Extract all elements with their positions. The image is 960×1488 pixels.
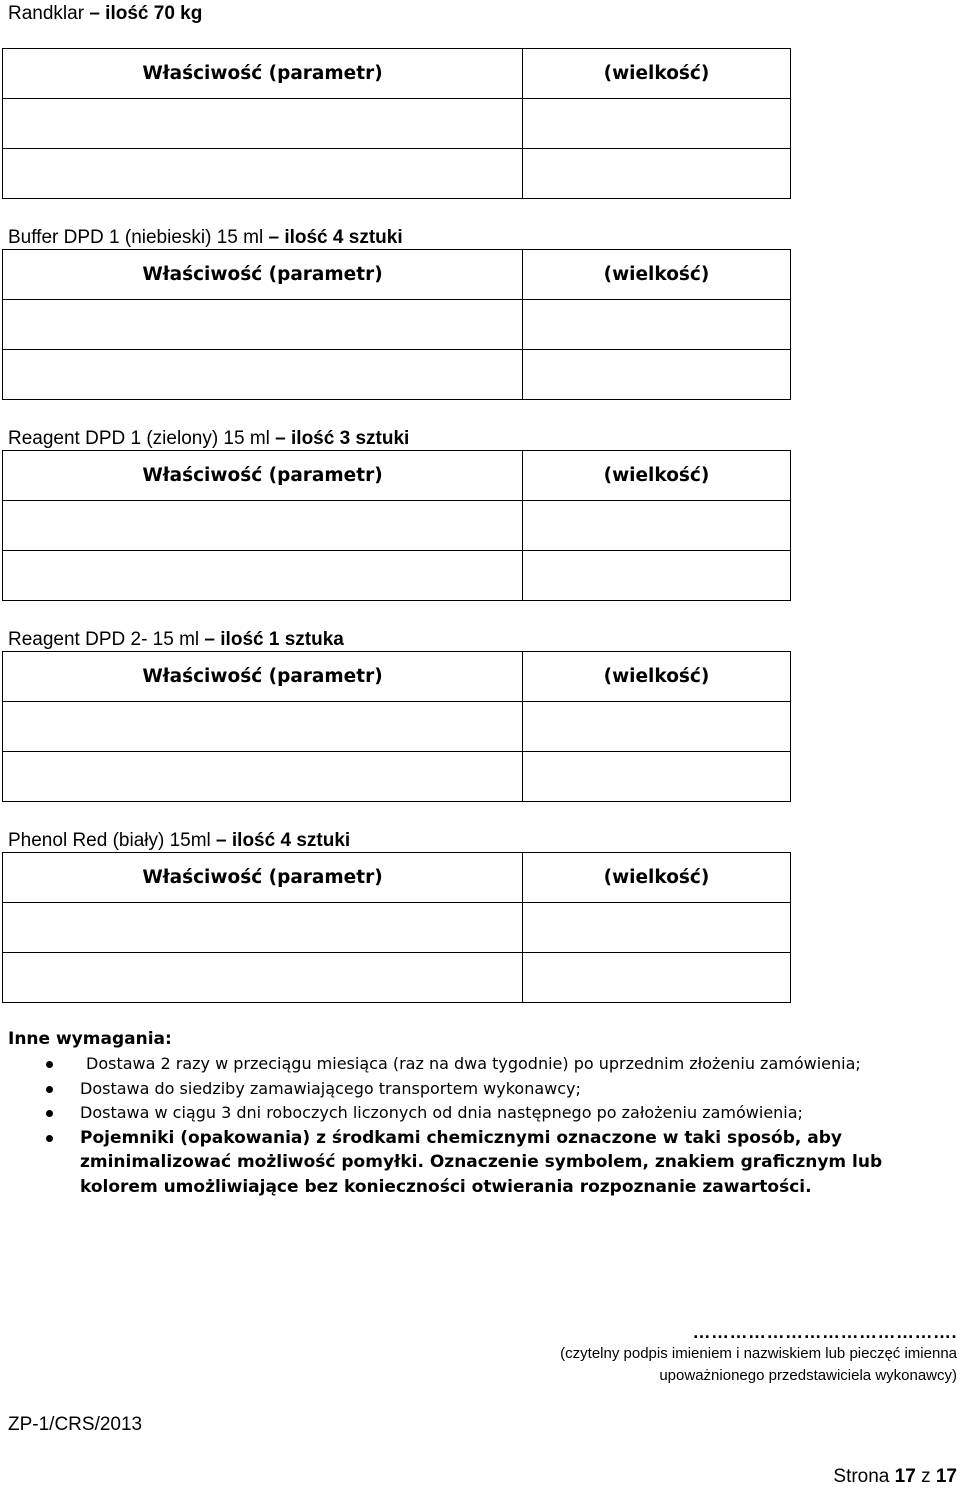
requirements-title: Inne wymagania: (8, 1029, 172, 1049)
spec-table-reagent-dpd1 (2, 450, 791, 601)
item-quantity: ilość 1 sztuka (220, 629, 344, 650)
property-cell[interactable] (3, 300, 523, 350)
property-cell[interactable] (3, 953, 523, 1003)
header-cell-value: (wielkość) (523, 652, 791, 702)
item-name: Buffer DPD 1 (niebieski) 15 ml (8, 227, 264, 248)
property-cell[interactable] (3, 903, 523, 953)
list-item (0, 1077, 960, 1102)
value-cell[interactable] (523, 702, 791, 752)
table-header-row (3, 250, 791, 300)
header-cell-value: (wielkość) (523, 853, 791, 903)
spec-table-phenol-red (2, 852, 791, 1003)
value-cell[interactable] (523, 551, 791, 601)
item-heading-randklar (8, 1, 202, 27)
signature-line: ……………………………………. (692, 1322, 957, 1342)
spec-table-randklar (2, 48, 791, 199)
property-cell[interactable] (3, 149, 523, 199)
item-quantity: ilość 70 kg (105, 3, 203, 24)
table-row (3, 953, 791, 1003)
header-cell-property: Właściwość (parametr) (3, 451, 523, 501)
item-heading-reagent-dpd2 (8, 627, 344, 653)
page-prefix: Strona (833, 1466, 895, 1487)
table-header-row (3, 652, 791, 702)
header-cell-property: Właściwość (parametr) (3, 652, 523, 702)
requirement-text: Dostawa do siedziby zamawiającego transportem wykonawcy; (80, 1078, 581, 1098)
dash: – (263, 227, 285, 248)
header-cell-value: (wielkość) (523, 49, 791, 99)
page-mid: z (915, 1466, 936, 1487)
value-cell[interactable] (523, 903, 791, 953)
bullet-icon (46, 1110, 53, 1117)
page-current: 17 (894, 1466, 916, 1487)
table-row (3, 702, 791, 752)
header-cell-value: (wielkość) (523, 250, 791, 300)
table-row (3, 551, 791, 601)
value-cell[interactable] (523, 752, 791, 802)
bullet-icon (46, 1086, 53, 1093)
signature-caption-1: (czytelny podpis imieniem i nazwiskiem lub pieczęć imienna (560, 1345, 957, 1362)
item-heading-reagent-dpd1 (8, 426, 409, 452)
requirement-text: Dostawa w ciągu 3 dni roboczych liczonych od dnia następnego po założeniu zamówienia; (80, 1103, 803, 1122)
property-cell[interactable] (3, 99, 523, 149)
item-quantity: ilość 4 sztuki (284, 227, 403, 248)
header-cell-property: Właściwość (parametr) (3, 853, 523, 903)
table-header-row (3, 853, 791, 903)
property-cell[interactable] (3, 702, 523, 752)
requirements-list (0, 1052, 960, 1199)
requirement-text: Dostawa 2 razy w przeciągu miesiąca (raz na dwa tygodnie) po uprzednim złożeniu zamówienia; (86, 1054, 861, 1073)
bullet-icon (46, 1061, 53, 1068)
value-cell[interactable] (523, 99, 791, 149)
list-item (0, 1126, 960, 1200)
header-cell-property: Właściwość (parametr) (3, 49, 523, 99)
table-row (3, 99, 791, 149)
dash: – (210, 830, 232, 851)
page-number (833, 1466, 957, 1488)
item-heading-buffer-dpd1 (8, 225, 403, 251)
spec-table-buffer-dpd1 (2, 249, 791, 400)
page-total: 17 (935, 1466, 957, 1487)
table-row (3, 903, 791, 953)
requirement-text: Pojemniki (opakowania) z środkami chemicznymi oznaczone w taki sposób, aby zminimalizować możliwość pomyłki. Oznaczenie symbolem, znakiem graficznym lub kolorem umożliwiające bez konieczności otwierania rozpoznanie zawartości. (80, 1127, 883, 1197)
value-cell[interactable] (523, 300, 791, 350)
property-cell[interactable] (3, 350, 523, 400)
property-cell[interactable] (3, 752, 523, 802)
item-quantity: ilość 3 sztuki (291, 428, 410, 449)
property-cell[interactable] (3, 551, 523, 601)
item-name: Reagent DPD 1 (zielony) 15 ml (8, 428, 270, 449)
item-heading-phenol-red (8, 828, 350, 854)
item-name: Randklar (8, 3, 85, 24)
list-item (0, 1101, 960, 1126)
value-cell[interactable] (523, 953, 791, 1003)
item-name: Phenol Red (biały) 15ml (8, 830, 211, 851)
spec-table-reagent-dpd2 (2, 651, 791, 802)
table-header-row (3, 49, 791, 99)
document-id: ZP-1/CRS/2013 (8, 1414, 143, 1435)
value-cell[interactable] (523, 350, 791, 400)
item-quantity: ilość 4 sztuki (231, 830, 351, 851)
value-cell[interactable] (523, 149, 791, 199)
property-cell[interactable] (3, 501, 523, 551)
value-cell[interactable] (523, 501, 791, 551)
table-row (3, 300, 791, 350)
header-cell-value: (wielkość) (523, 451, 791, 501)
table-row (3, 149, 791, 199)
table-row (3, 752, 791, 802)
table-header-row (3, 451, 791, 501)
dash: – (84, 3, 106, 24)
bullet-icon (46, 1135, 53, 1142)
table-row (3, 501, 791, 551)
dash: – (199, 629, 221, 650)
item-name: Reagent DPD 2- 15 ml (8, 629, 200, 650)
header-cell-property: Właściwość (parametr) (3, 250, 523, 300)
signature-caption-2: upoważnionego przedstawiciela wykonawcy) (659, 1367, 957, 1384)
table-row (3, 350, 791, 400)
dash: – (269, 428, 292, 449)
list-item (0, 1052, 960, 1077)
signature-block (560, 1322, 957, 1387)
